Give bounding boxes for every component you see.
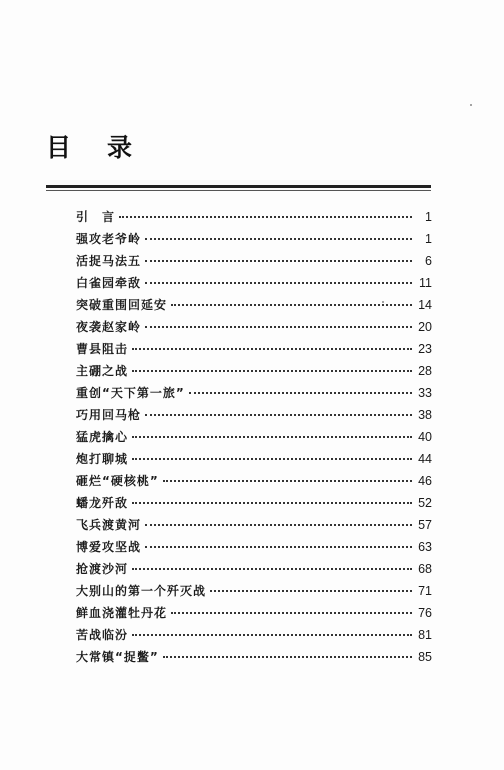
- dot-leader: [132, 348, 412, 350]
- toc-entry-title: 巧用回马枪: [76, 408, 142, 422]
- dot-leader: [171, 612, 412, 614]
- table-of-contents: [76, 208, 432, 670]
- dot-leader: [163, 480, 412, 482]
- dot-leader: [210, 590, 412, 592]
- toc-entry-page: 1: [425, 210, 432, 224]
- toc-entry-page: 20: [418, 320, 432, 334]
- toc-entry-page: 33: [418, 386, 432, 400]
- page-title: [46, 128, 132, 164]
- toc-entry[interactable]: [76, 340, 432, 362]
- toc-entry[interactable]: [76, 516, 432, 538]
- dot-leader: [132, 436, 412, 438]
- dot-leader: [132, 458, 412, 460]
- toc-entry[interactable]: [76, 252, 432, 274]
- toc-entry[interactable]: [76, 362, 432, 384]
- toc-entry-page: 11: [419, 276, 432, 290]
- toc-entry[interactable]: [76, 230, 432, 252]
- toc-entry-title: 砸烂“硬核桃”: [76, 474, 159, 488]
- toc-entry[interactable]: [76, 208, 432, 230]
- toc-entry[interactable]: [76, 582, 432, 604]
- toc-entry[interactable]: [76, 626, 432, 648]
- toc-entry[interactable]: [76, 604, 432, 626]
- toc-entry-title: 突破重围回延安: [76, 298, 168, 312]
- toc-entry-page: 28: [418, 364, 432, 378]
- toc-entry-title: 大常镇“捉鳖”: [76, 650, 159, 664]
- toc-entry-page: 71: [418, 584, 432, 598]
- toc-entry-title: 重创“天下第一旅”: [76, 386, 185, 400]
- toc-entry-title: 猛虎擒心: [76, 430, 129, 444]
- toc-entry-title: 抢渡沙河: [76, 562, 129, 576]
- dot-leader: [119, 216, 412, 218]
- scan-speck: [470, 104, 472, 106]
- toc-entry-title: 引 言: [76, 210, 116, 224]
- title-rule-thick: [46, 185, 431, 188]
- dot-leader: [145, 282, 412, 284]
- toc-entry[interactable]: [76, 296, 432, 318]
- toc-entry[interactable]: [76, 560, 432, 582]
- dot-leader: [132, 568, 412, 570]
- toc-entry[interactable]: [76, 384, 432, 406]
- toc-entry[interactable]: [76, 648, 432, 670]
- dot-leader: [132, 502, 412, 504]
- toc-entry[interactable]: [76, 472, 432, 494]
- toc-entry-page: 81: [418, 628, 432, 642]
- toc-entry-page: 38: [418, 408, 432, 422]
- dot-leader: [145, 546, 412, 548]
- toc-entry-title: 白雀园牵敌: [76, 276, 142, 290]
- dot-leader: [145, 260, 412, 262]
- toc-entry-page: 46: [418, 474, 432, 488]
- toc-entry-page: 68: [418, 562, 432, 576]
- toc-entry[interactable]: [76, 538, 432, 560]
- toc-entry-page: 57: [418, 518, 432, 532]
- toc-entry-title: 苦战临汾: [76, 628, 129, 642]
- title-char-lu: 录: [107, 133, 133, 162]
- toc-entry-title: 蟠龙歼敌: [76, 496, 129, 510]
- dot-leader: [189, 392, 412, 394]
- toc-entry-title: 夜袭赵家岭: [76, 320, 142, 334]
- toc-entry[interactable]: [76, 274, 432, 296]
- scan-speck: [382, 301, 384, 303]
- toc-entry-title: 活捉马法五: [76, 254, 142, 268]
- toc-entry-title: 强攻老爷岭: [76, 232, 142, 246]
- toc-entry-title: 鲜血浇灌牡丹花: [76, 606, 168, 620]
- toc-entry-page: 6: [425, 254, 432, 268]
- toc-entry-page: 85: [418, 650, 432, 664]
- dot-leader: [145, 414, 412, 416]
- toc-entry-title: 曹县阻击: [76, 342, 129, 356]
- toc-entry-page: 52: [418, 496, 432, 510]
- toc-entry-page: 1: [425, 232, 432, 246]
- toc-entry-page: 76: [418, 606, 432, 620]
- toc-entry-page: 40: [418, 430, 432, 444]
- toc-entry-page: 14: [418, 298, 432, 312]
- toc-entry[interactable]: [76, 428, 432, 450]
- title-char-mu: 目: [46, 133, 72, 162]
- toc-entry[interactable]: [76, 450, 432, 472]
- toc-entry-title: 飞兵渡黄河: [76, 518, 142, 532]
- dot-leader: [145, 238, 412, 240]
- toc-entry-title: 博爱攻坚战: [76, 540, 142, 554]
- dot-leader: [132, 634, 412, 636]
- toc-entry-page: 23: [418, 342, 432, 356]
- toc-entry[interactable]: [76, 494, 432, 516]
- toc-entry[interactable]: [76, 318, 432, 340]
- toc-entry-page: 63: [418, 540, 432, 554]
- dot-leader: [145, 524, 412, 526]
- toc-entry-title: 炮打聊城: [76, 452, 129, 466]
- title-rule-thin: [46, 190, 431, 191]
- dot-leader: [171, 304, 412, 306]
- dot-leader: [132, 370, 412, 372]
- toc-entry-title: 大别山的第一个歼灭战: [76, 584, 207, 598]
- toc-entry-page: 44: [418, 452, 432, 466]
- dot-leader: [163, 656, 412, 658]
- toc-entry-title: 主硼之战: [76, 364, 129, 378]
- dot-leader: [145, 326, 412, 328]
- toc-entry[interactable]: [76, 406, 432, 428]
